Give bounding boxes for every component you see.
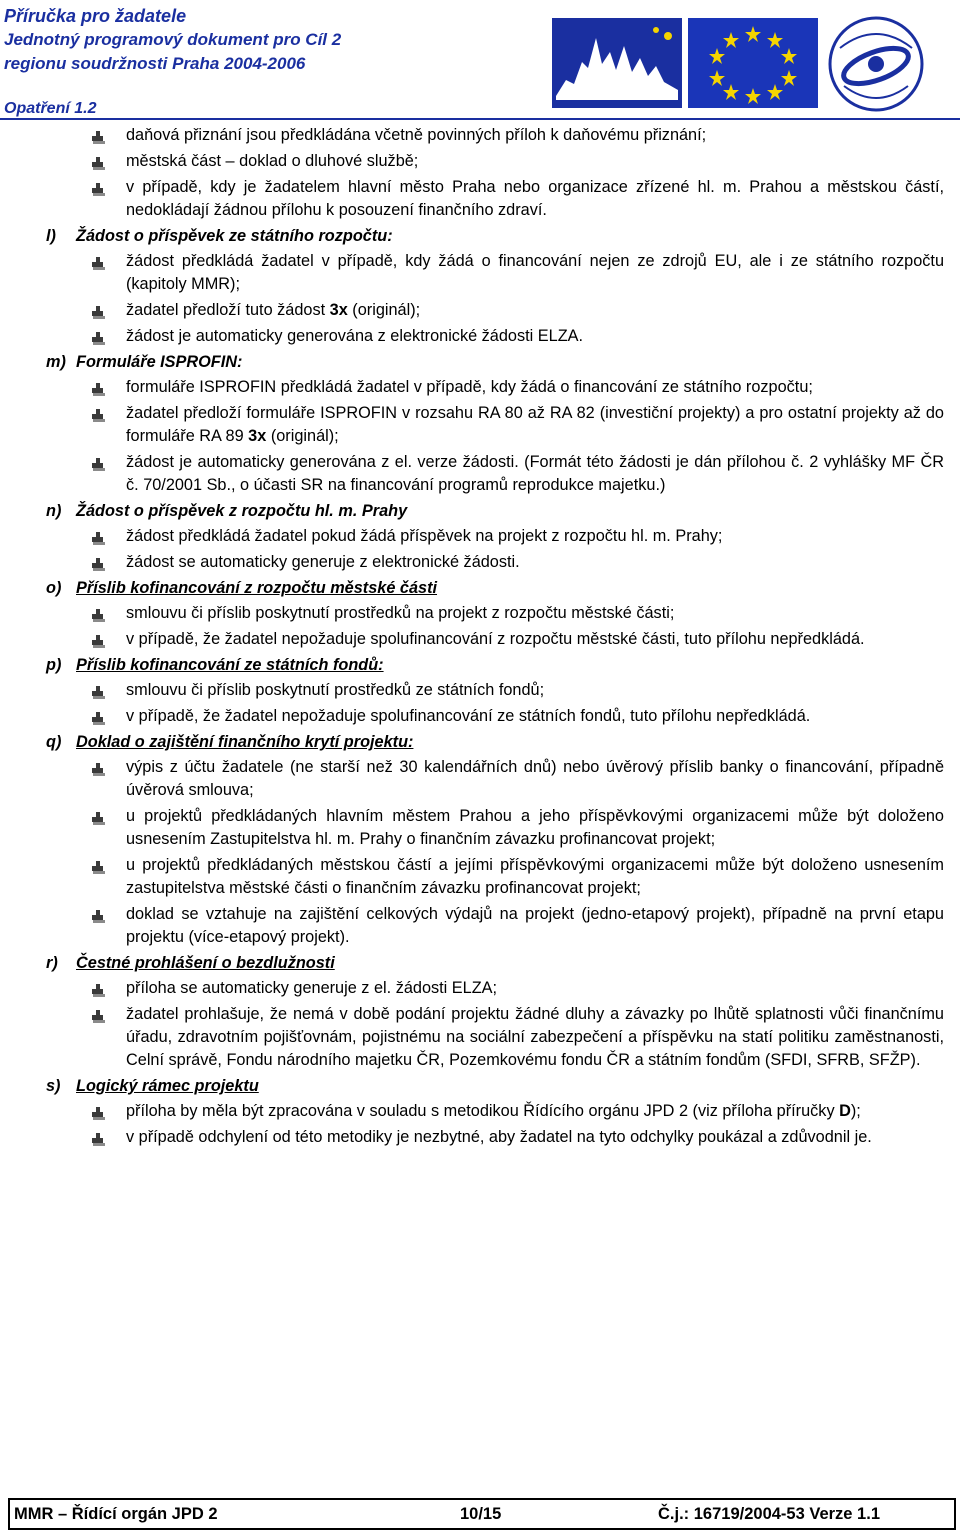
bullet-icon (92, 407, 106, 421)
list-item (0, 854, 960, 900)
list-item (0, 756, 960, 802)
item-text-bold: 3x (248, 427, 267, 445)
item-text: příloha se automaticky generuje z el. žádosti ELZA; (126, 979, 498, 997)
list-item (0, 903, 960, 949)
item-text: městská část – doklad o dluhové službě; (126, 152, 419, 170)
bullet-icon (92, 684, 106, 698)
section-letter: p) (46, 656, 62, 674)
bullet-icon (92, 1105, 106, 1119)
section-title: Žádost o příspěvek ze státního rozpočtu: (76, 227, 393, 245)
item-text: žádost se automaticky generuje z elektronické žádosti. (126, 553, 520, 571)
list-item (0, 1100, 960, 1123)
list-item (0, 977, 960, 1000)
section-heading (0, 654, 960, 677)
item-text-bold: 3x (329, 301, 348, 319)
list-item (0, 124, 960, 147)
section-letter: r) (46, 954, 58, 972)
bullet-icon (92, 607, 106, 621)
item-text: smlouvu či příslib poskytnutí prostředků na projekt z rozpočtu městské části; (126, 604, 675, 622)
bullet-icon (92, 908, 106, 922)
list-item (0, 299, 960, 322)
section-title: Žádost o příspěvek z rozpočtu hl. m. Prahy (76, 502, 408, 520)
list-item (0, 602, 960, 625)
bullet-icon (92, 1008, 106, 1022)
bullet-icon (92, 255, 106, 269)
item-text: žádost je automaticky generována z elektronické žádosti ELZA. (126, 327, 584, 345)
bullet-icon (92, 1131, 106, 1145)
ministry-seal-icon (826, 14, 926, 114)
prague-logo (552, 18, 682, 108)
list-item (0, 1003, 960, 1072)
item-text: žadatel předloží tuto žádost (126, 301, 330, 319)
section-heading (0, 952, 960, 975)
list-item (0, 150, 960, 173)
item-text: výpis z účtu žadatele (ne starší než 30 kalendářních dnů) nebo úvěrový příslib banky o financování, případně úvěrová smlouva; (126, 758, 944, 799)
header-title (4, 4, 341, 76)
section-heading (0, 577, 960, 600)
list-item (0, 176, 960, 222)
list-item (0, 451, 960, 497)
page-footer (8, 1498, 956, 1530)
item-text: ); (850, 1102, 861, 1120)
section-title: Doklad o zajištění finančního krytí projektu: (76, 733, 414, 751)
list-item (0, 376, 960, 399)
section-letter: o) (46, 579, 62, 597)
list-item (0, 1126, 960, 1149)
page-header (0, 0, 960, 120)
item-text-bold: D (839, 1102, 851, 1120)
list-item (0, 402, 960, 448)
item-text: žádost je automaticky generována z el. verze žádosti. (Formát této žádosti je dán přílohou č. 2 vyhlášky MF ČR č. 70/2001 Sb., o účasti SR na financování programů reprodukce majetku.) (126, 453, 944, 494)
footer-page-number: 10/15 (460, 1504, 502, 1523)
item-text: v případě, kdy je žadatelem hlavní město Praha nebo organizace zřízené hl. m. Prahou a městskou částí, nedokládají žádnou přílohu k posouzení finančního zdraví. (126, 178, 944, 219)
item-text: doklad se vztahuje na zajištění celkových výdajů na projekt (jedno-etapový projekt), případně na první etapu projektu (více-etapový projekt). (126, 905, 944, 946)
item-text: v případě, že žadatel nepožaduje spolufinancování z rozpočtu městské části, tuto přílohu nepředkládá. (126, 630, 865, 648)
bullet-icon (92, 381, 106, 395)
item-text: u projektů předkládaných městskou částí a jejími příspěvkovými organizacemi může být doloženo usnesením zastupitelstva městské části o finančním závazku profinancovat projekt; (126, 856, 944, 897)
item-text: žadatel prohlašuje, že nemá v době podání projektu žádné dluhy a závazky po lhůtě splatnosti vůči finančnímu úřadu, zdravotním pojišťovnám, pojistnému na sociální zabezpečení a příspěvku na statí politiku zaměstnanosti, Celní správě, Fondu národního majetku ČR, Pozemkovému fondu ČR a státním fondům (SFDI, SFRB, SFŽP). (126, 1005, 944, 1069)
bullet-icon (92, 304, 106, 318)
item-text: (originál); (347, 301, 421, 319)
document-body (0, 124, 960, 1152)
section-title: Příslib kofinancování ze státních fondů: (76, 656, 384, 674)
header-title-line1: Příručka pro žadatele (4, 6, 187, 26)
bullet-icon (92, 181, 106, 195)
section-letter: m) (46, 353, 66, 371)
footer-org: MMR – Řídící orgán JPD 2 (14, 1504, 218, 1523)
list-item (0, 628, 960, 651)
item-text: příloha by měla být zpracována v souladu s metodikou Řídícího orgánu JPD 2 (viz příloha příručky (126, 1102, 840, 1120)
bullet-icon (92, 530, 106, 544)
item-text: žádost předkládá žadatel v případě, kdy žádá o financování nejen ze zdrojů EU, ale i ze státního rozpočtu (kapitoly MMR); (126, 252, 944, 293)
bullet-icon (92, 155, 106, 169)
bullet-icon (92, 330, 106, 344)
section-letter: l) (46, 227, 56, 245)
section-heading (0, 500, 960, 523)
item-text: v případě odchylení od této metodiky je nezbytné, aby žadatel na tyto odchylky poukázal a zdůvodnil je. (126, 1128, 872, 1146)
item-text: žadatel předloží formuláře ISPROFIN v rozsahu RA 80 až RA 82 (investiční projekty) a pro ostatní projekty až do formuláře RA 89 (126, 404, 944, 445)
section-title: Formuláře ISPROFIN: (76, 353, 243, 371)
item-text: smlouvu či příslib poskytnutí prostředků ze státních fondů; (126, 681, 545, 699)
section-heading (0, 731, 960, 754)
footer-reference: Č.j.: 16719/2004-53 Verze 1.1 (658, 1504, 880, 1523)
bullet-icon (92, 556, 106, 570)
item-text: (originál); (266, 427, 339, 445)
item-text: v případě, že žadatel nepožaduje spolufinancování ze státních fondů, tuto přílohu nepředkládá. (126, 707, 811, 725)
ministry-logo (826, 14, 926, 114)
section-heading (0, 1075, 960, 1098)
list-item (0, 551, 960, 574)
list-item (0, 805, 960, 851)
item-text: formuláře ISPROFIN předkládá žadatel v případě, kdy žádá o financování ze státního rozpočtu; (126, 378, 813, 396)
header-divider (0, 118, 960, 120)
item-text: žádost předkládá žadatel pokud žádá příspěvek na projekt z rozpočtu hl. m. Prahy; (126, 527, 723, 545)
section-letter: n) (46, 502, 62, 520)
section-letter: q) (46, 733, 62, 751)
eu-stars-icon (688, 18, 818, 108)
bullet-icon (92, 982, 106, 996)
bullet-icon (92, 633, 106, 647)
bullet-icon (92, 859, 106, 873)
list-item (0, 679, 960, 702)
bullet-icon (92, 810, 106, 824)
bullet-icon (92, 710, 106, 724)
list-item (0, 525, 960, 548)
section-title: Čestné prohlášení o bezdlužnosti (76, 954, 335, 972)
bullet-icon (92, 129, 106, 143)
item-text: u projektů předkládaných hlavním městem Prahou a jeho příspěvkovými organizacemi může být doloženo usnesením Zastupitelstva hl. m. Prahy o finančním závazku profinancovat projekt; (126, 807, 944, 848)
header-measure: Opatření 1.2 (4, 100, 97, 117)
eu-flag-logo (688, 18, 818, 108)
bullet-icon (92, 456, 106, 470)
section-heading (0, 225, 960, 248)
section-heading (0, 351, 960, 374)
section-title: Logický rámec projektu (76, 1077, 259, 1095)
list-item (0, 325, 960, 348)
section-letter: s) (46, 1077, 61, 1095)
bullet-icon (92, 761, 106, 775)
list-item (0, 250, 960, 296)
item-text: daňová přiznání jsou předkládána včetně povinných příloh k daňovému přiznání; (126, 126, 707, 144)
list-item (0, 705, 960, 728)
header-title-line2: Jednotný programový dokument pro Cíl 2 (4, 30, 342, 49)
prague-skyline-icon (552, 18, 682, 108)
header-title-line3: regionu soudržnosti Praha 2004-2006 (4, 54, 306, 73)
section-title: Příslib kofinancování z rozpočtu městské části (76, 579, 438, 597)
